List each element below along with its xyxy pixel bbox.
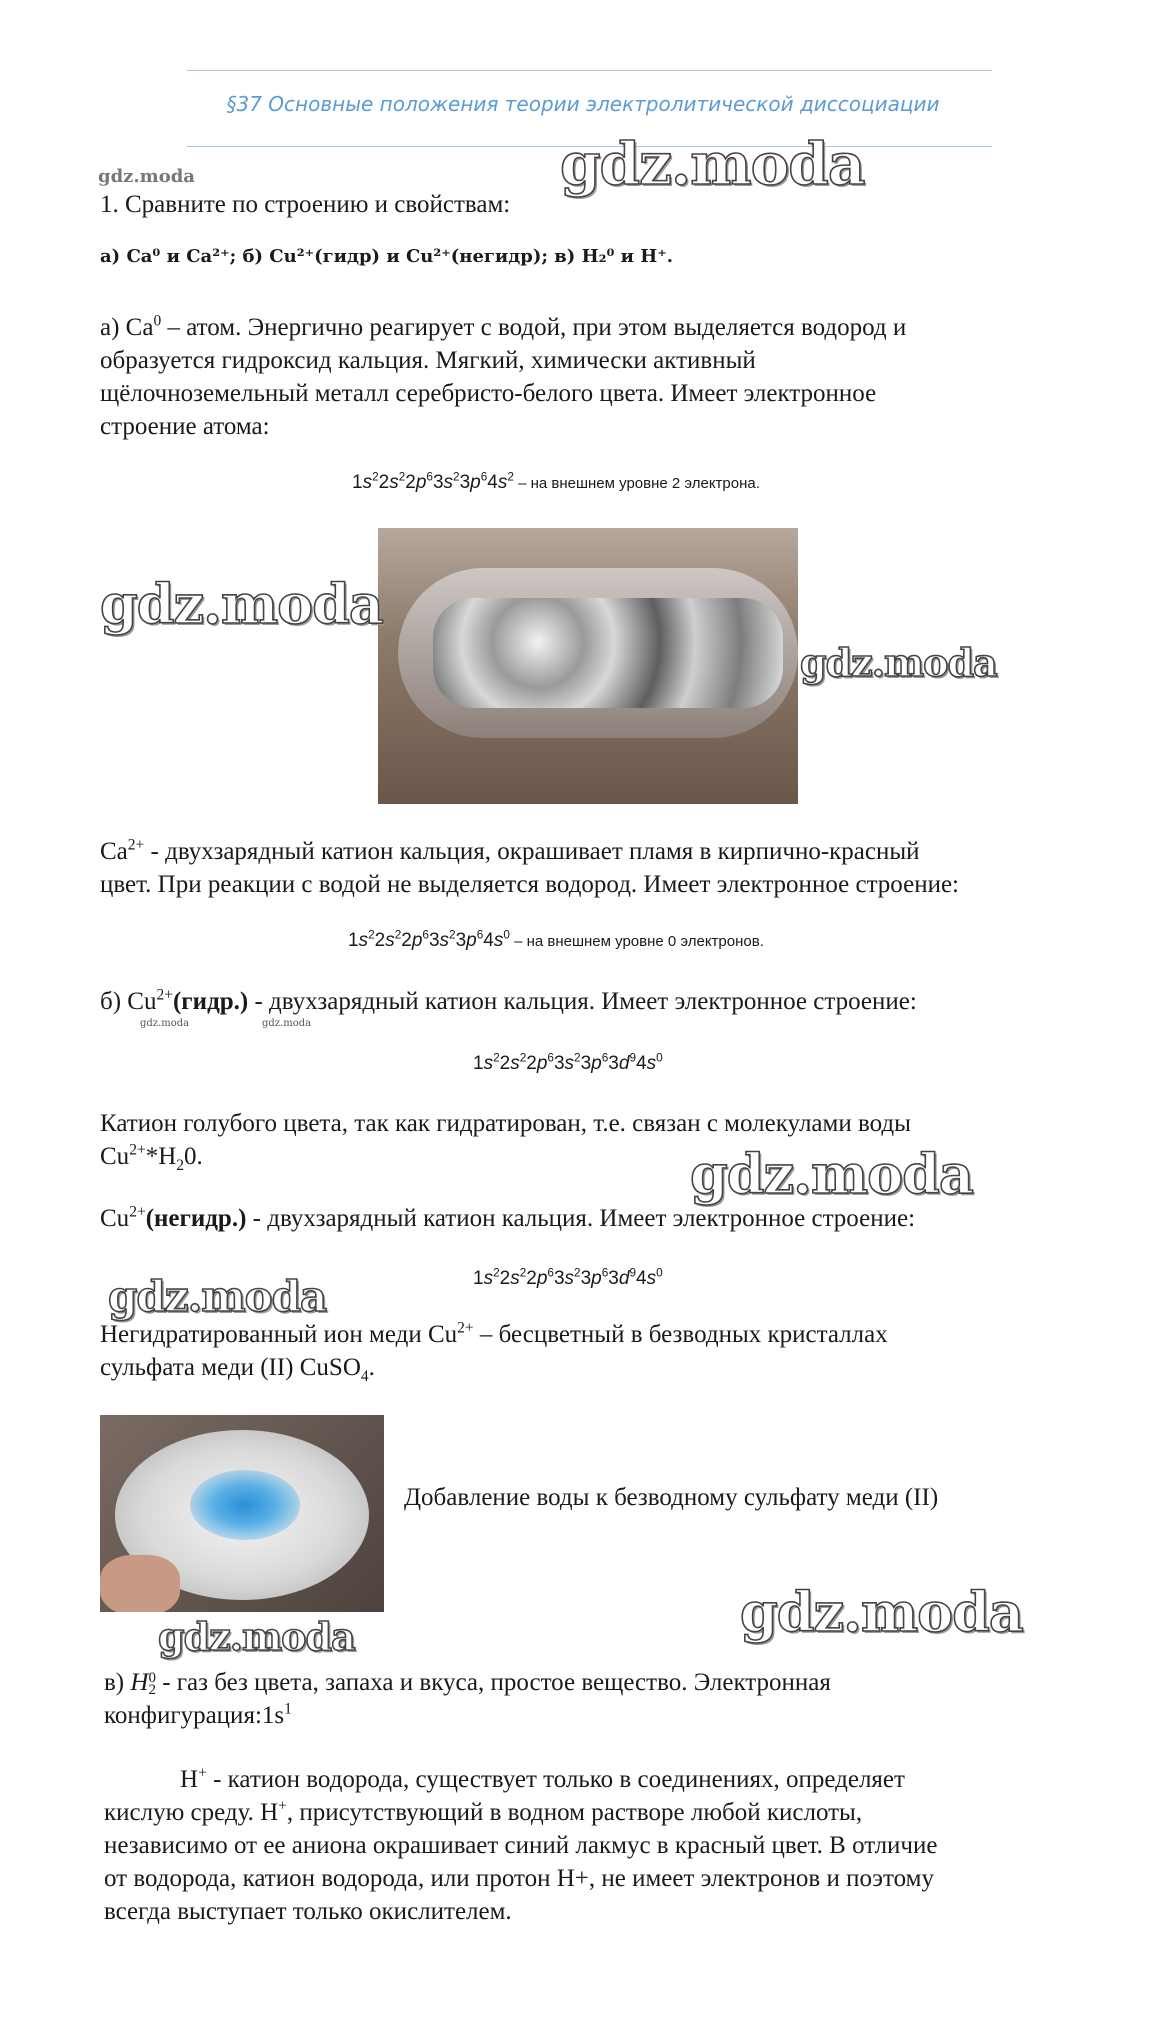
task-heading: 1. Сравните по строению и свойствам: xyxy=(100,191,511,218)
calcium-metal-photo xyxy=(378,528,798,804)
watermark-large: gdz.moda xyxy=(690,1142,973,1206)
section-a-cation-paragraph: $Ca^{2+}$ - двухзарядный катион кальция, окрашивает пламя в кирпично-красный цвет. При реакции с водой не выделяется водород. Имеет электронное строение: xyxy=(100,836,959,898)
watermark-large: gdz.moda xyxy=(740,1580,1023,1644)
copper-sulfate-photo xyxy=(100,1415,384,1612)
section-b-paragraph: б) $Cu^{2+}(гидр.)$ - двухзарядный катион кальция. Имеет электронное строение: xyxy=(100,986,917,1015)
watermark-small: gdz.moda xyxy=(98,166,195,187)
electron-config-ca: $1s^22s^22p^63s^23p^64s^2$ – на внешнем уровне 2 электрона. xyxy=(352,470,760,493)
section-a-paragraph: а) Ca$^0$ – атом. Энергично реагирует с водой, при этом выделяется водород и образуется гидроксид кальция. Мягкий, химически активный щёлочноземельный металл серебристо-белого цвета. Имеет электронное строение атома: xyxy=(100,312,907,440)
section-c-proton-paragraph: H+ - катион водорода, существует только в соединениях, определяет кислую среду. H+, присутствующий в водном растворе любой кислоты, независимо от ее аниона окрашивает синий лакмус в красный цвет. В отличие от водорода, катион водорода, или протон H+, не имеет электронов и поэтому всегда выступает только окислителем. xyxy=(104,1764,938,1925)
watermark-large: gdz.moda xyxy=(560,130,865,198)
section-c-paragraph: в) H 0 2 - газ без цвета, запаха и вкуса, простое вещество. Электронная $конфигурация:1s^1$ xyxy=(104,1669,831,1729)
watermark-large: gdz.moda xyxy=(800,640,997,685)
electron-config-ca2: $1s^22s^22p^63s^23p^64s^0$ – на внешнем уровне 0 электронов. xyxy=(348,928,764,951)
electron-config-cu-anhydr: $1s^22s^22p^63s^23p^63d^94s^0$ xyxy=(473,1266,663,1289)
watermark-large: gdz.moda xyxy=(108,1272,327,1321)
page-header: §37 Основные положения теории электролитической диссоциации xyxy=(226,92,940,116)
watermark-large: gdz.moda xyxy=(158,1614,355,1659)
watermark-tiny: gdz.moda xyxy=(140,1018,190,1029)
section-b-colorless-paragraph: Негидратированный ион меди $Cu^{2+}$ – бесцветный в безводных кристаллах сульфата меди (II) CuSO$_4$. xyxy=(100,1319,888,1385)
section-b-blue-paragraph: Катион голубого цвета, так как гидратирован, т.е. связан с молекулами воды $Cu^{2+}*H_20$. xyxy=(100,1110,911,1174)
section-b-anhydrous-paragraph: $Cu^{2+}(негидр.)$ - двухзарядный катион кальция. Имеет электронное строение: xyxy=(100,1203,916,1232)
watermark-tiny: gdz.moda xyxy=(262,1018,312,1029)
electron-config-cu-hydr: $1s^22s^22p^63s^23p^63d^94s^0$ xyxy=(473,1051,663,1074)
watermark-large: gdz.moda xyxy=(100,572,383,636)
copper-sulfate-caption: Добавление воды к безводному сульфату меди (II) xyxy=(404,1484,939,1511)
header-rule-top xyxy=(187,70,992,71)
task-items: а) Ca⁰ и Ca²⁺; б) Cu²⁺(гидр) и Cu²⁺(негидр); в) H₂⁰ и H⁺. xyxy=(100,246,674,267)
